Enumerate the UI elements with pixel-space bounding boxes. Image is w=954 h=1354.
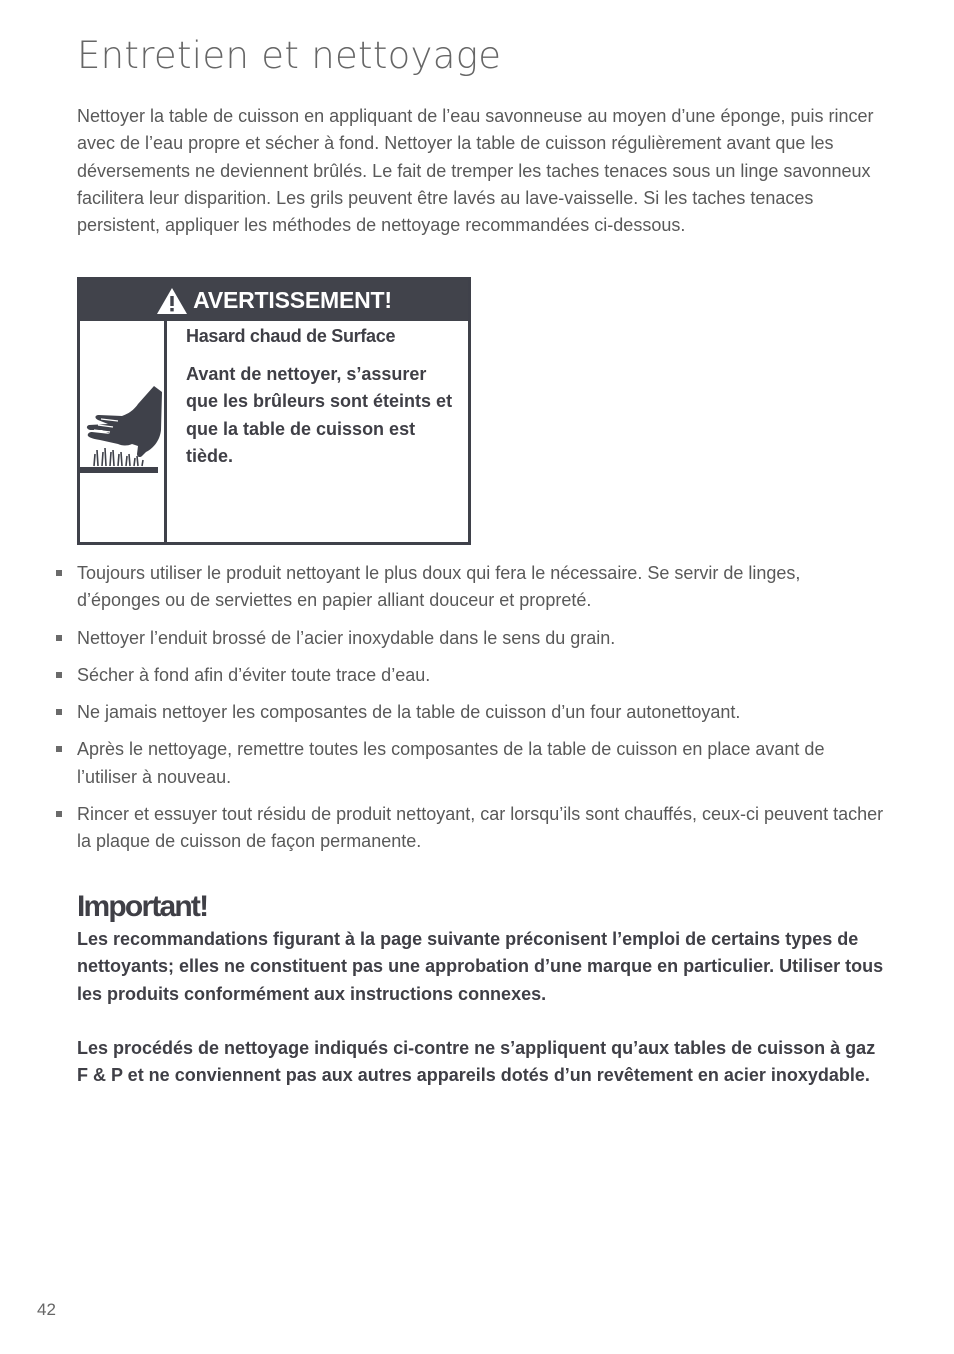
important-paragraph-2: Les procédés de nettoyage indiqués ci-contre ne s’appliquent qu’aux tables de cuisson à gaz F & P et ne conviennent pas aux autres appareils dotés d’un revêtement en acier inoxydable. xyxy=(77,1038,876,1086)
bullet-square-icon xyxy=(56,672,62,678)
important-paragraph-1: Les recommandations figurant à la page suivante préconisent l’emploi de certains types de nettoyants; elles ne constituent pas une approbation d’une marque en particulier. Utiliser tous les produits conformément aux instructions connexes. xyxy=(77,929,884,1004)
important-heading: Important! xyxy=(77,890,208,923)
list-item: Nettoyer l’enduit brossé de l’acier inoxydable dans le sens du grain. xyxy=(56,625,886,652)
page-number: 42 xyxy=(37,1300,56,1319)
bullet-square-icon xyxy=(56,635,62,641)
list-item: Ne jamais nettoyer les composantes de la table de cuisson d’un four autonettoyant. xyxy=(56,699,886,726)
intro-paragraph: Nettoyer la table de cuisson en appliquant de l’eau savonneuse au moyen d’une éponge, puis rincer avec de l’eau propre et sécher à fond. Nettoyer la table de cuisson régulièrement avant que les déversements ne deviennent brûlés. Le fait de tremper les taches tenaces sous un linge savonneux facilitera leur disparition. Les grils peuvent être lavés au lave-vaisselle. Si les taches tenaces persistent, appliquer les méthodes de nettoyage recommandées ci-dessous. xyxy=(77,106,874,236)
warning-header xyxy=(80,280,468,321)
bullet-square-icon xyxy=(56,811,62,817)
warning-message: Avant de nettoyer, s’assurer que les brûleurs sont éteints et que la table de cuisson est tiède. xyxy=(186,364,453,466)
bullet-square-icon xyxy=(56,709,62,715)
warning-triangle-icon xyxy=(156,287,188,315)
list-item: Après le nettoyage, remettre toutes les composantes de la table de cuisson en place avant de l’utiliser à nouveau. xyxy=(56,736,886,791)
cleaning-tips-list xyxy=(56,560,886,866)
list-item: Toujours utiliser le produit nettoyant le plus doux qui fera le nécessaire. Se servir de linges, d’éponges ou de serviettes en papier alliant douceur et propreté. xyxy=(56,560,886,615)
bullet-square-icon xyxy=(56,570,62,576)
list-item: Rincer et essuyer tout résidu de produit nettoyant, car lorsqu’ils sont chauffés, ceux-ci peuvent tacher la plaque de cuisson de façon permanente. xyxy=(56,801,886,856)
warning-picture xyxy=(80,321,167,542)
warning-heading: AVERTISSEMENT! xyxy=(193,287,392,313)
page-title: Entretien et nettoyage xyxy=(77,34,502,77)
bullet-square-icon xyxy=(56,746,62,752)
hot-surface-hand-icon xyxy=(80,386,164,478)
list-item: Sécher à fond afin d’éviter toute trace d’eau. xyxy=(56,662,886,689)
warning-subtitle: Hasard chaud de Surface xyxy=(186,326,396,346)
warning-box xyxy=(77,277,471,545)
